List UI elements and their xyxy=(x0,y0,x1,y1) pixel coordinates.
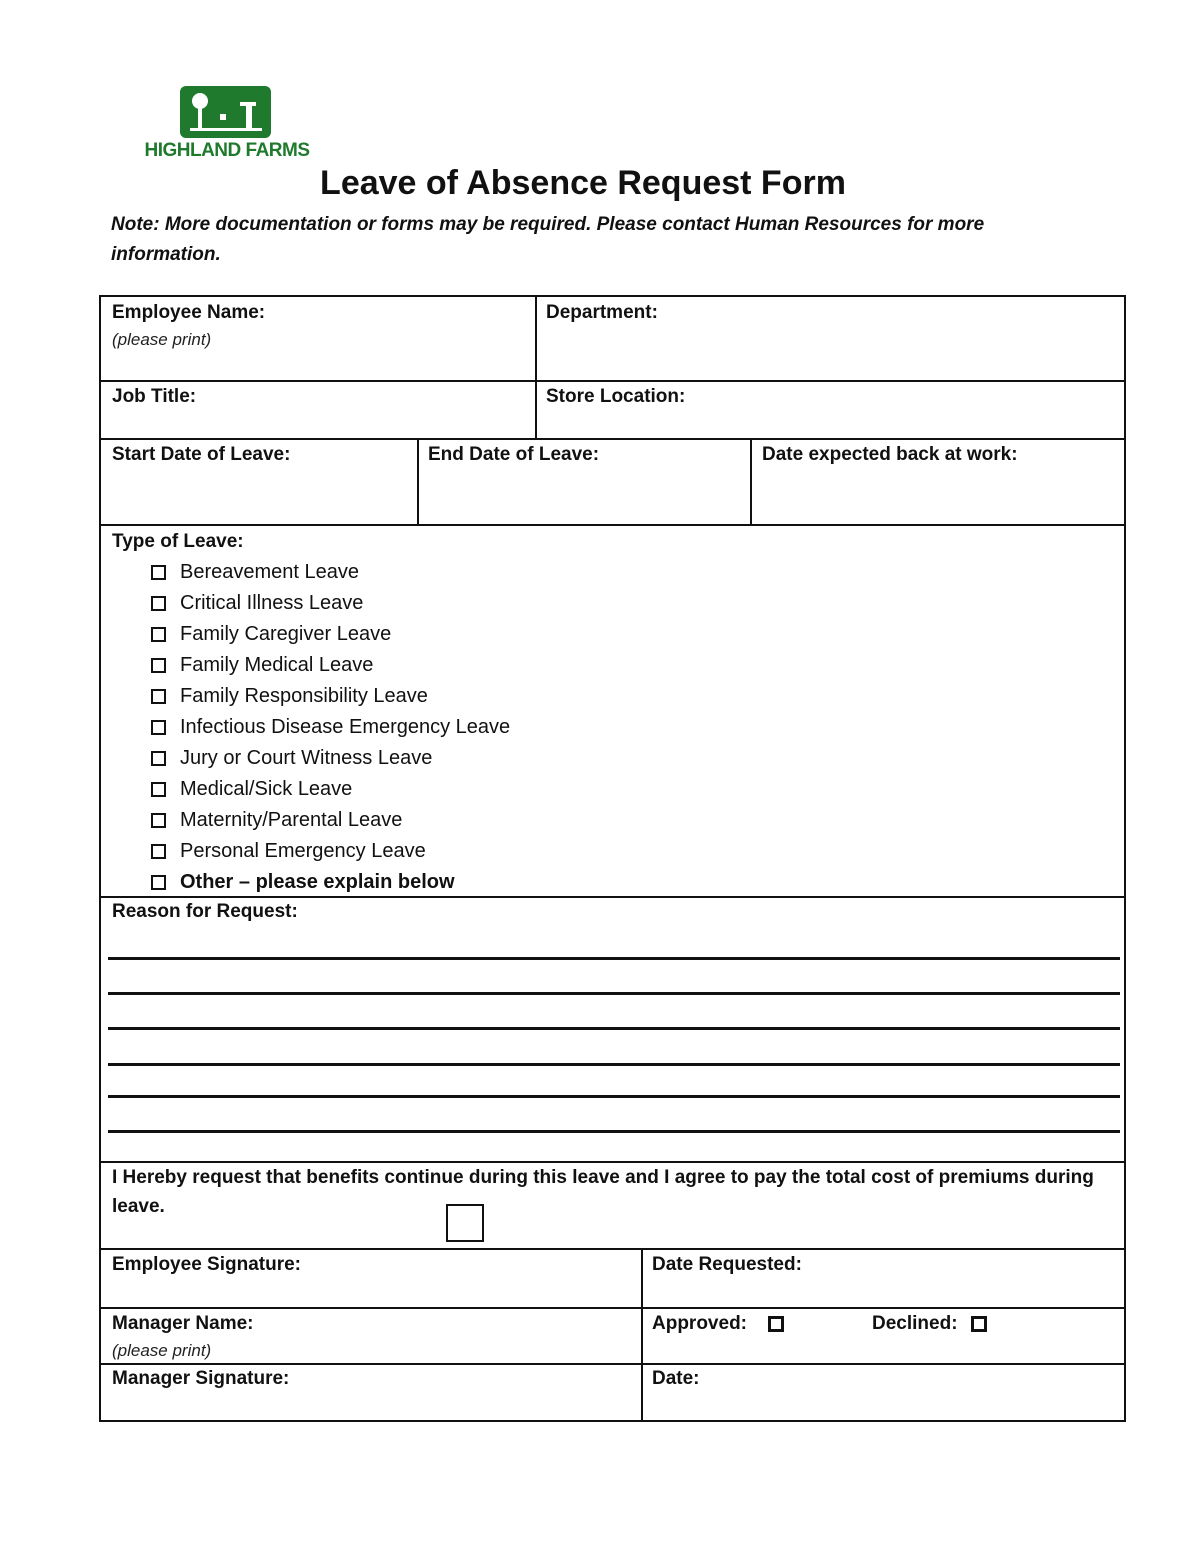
type-of-leave-label: Type of Leave: xyxy=(112,531,244,552)
form-title: Leave of Absence Request Form xyxy=(320,164,846,202)
manager-name-label: Manager Name: xyxy=(112,1313,254,1334)
column-divider xyxy=(535,297,537,440)
checkbox[interactable] xyxy=(151,658,166,673)
checkbox[interactable] xyxy=(151,813,166,828)
reason-label: Reason for Request: xyxy=(112,901,298,922)
leave-option-label: Family Caregiver Leave xyxy=(180,622,392,645)
leave-option-label: Other – please explain below xyxy=(180,870,455,893)
department-label: Department: xyxy=(546,302,658,323)
checkbox[interactable] xyxy=(151,720,166,735)
row-divider xyxy=(101,1363,1124,1365)
row-divider xyxy=(101,524,1124,526)
leave-option-family-responsibility[interactable] xyxy=(151,682,428,710)
leave-option-critical-illness[interactable] xyxy=(151,589,363,617)
checkbox[interactable] xyxy=(151,875,166,890)
leave-option-label: Bereavement Leave xyxy=(180,560,360,583)
approved-checkbox[interactable] xyxy=(768,1316,784,1332)
approved-label: Approved: xyxy=(652,1313,747,1334)
leave-option-label: Maternity/Parental Leave xyxy=(180,808,403,831)
checkbox[interactable] xyxy=(151,689,166,704)
store-location-label: Store Location: xyxy=(546,386,686,407)
leave-option-family-caregiver[interactable] xyxy=(151,620,391,648)
employee-signature-label: Employee Signature: xyxy=(112,1254,301,1275)
checkbox[interactable] xyxy=(151,596,166,611)
row-divider xyxy=(101,1248,1124,1250)
manager-signature-label: Manager Signature: xyxy=(112,1368,290,1389)
column-divider xyxy=(417,438,419,526)
end-date-label: End Date of Leave: xyxy=(428,444,600,465)
leave-option-label: Critical Illness Leave xyxy=(180,591,364,614)
leave-request-form xyxy=(99,295,1126,1422)
writing-line[interactable] xyxy=(108,992,1120,995)
job-title-label: Job Title: xyxy=(112,386,197,407)
row-divider xyxy=(101,380,1124,382)
leave-option-family-medical[interactable] xyxy=(151,651,373,679)
checkbox[interactable] xyxy=(151,627,166,642)
leave-option-other[interactable] xyxy=(151,868,455,896)
leave-option-label: Jury or Court Witness Leave xyxy=(180,746,433,769)
leave-option-bereavement[interactable] xyxy=(151,558,359,586)
form-note: Note: More documentation or forms may be required. Please contact Human Resources for more information. xyxy=(111,214,985,265)
declined-label: Declined: xyxy=(872,1313,958,1334)
employee-name-label: Employee Name: xyxy=(112,302,266,323)
row-divider xyxy=(101,896,1124,898)
writing-line[interactable] xyxy=(108,1130,1120,1133)
writing-line[interactable] xyxy=(108,1095,1120,1098)
manager-name-hint: (please print) xyxy=(112,1341,212,1360)
logo-text: HIGHLAND FARMS xyxy=(144,140,310,161)
declined-checkbox[interactable] xyxy=(971,1316,987,1332)
leave-option-label: Infectious Disease Emergency Leave xyxy=(180,715,511,738)
row-divider xyxy=(101,1307,1124,1309)
benefits-statement: I Hereby request that benefits continue during this leave and I agree to pay the total cost of premiums during leave. xyxy=(112,1167,1094,1217)
column-divider xyxy=(750,438,752,526)
date-requested-label: Date Requested: xyxy=(652,1254,802,1275)
leave-option-label: Family Medical Leave xyxy=(180,653,374,676)
leave-option-label: Family Responsibility Leave xyxy=(180,684,428,707)
leave-option-infectious-disease[interactable] xyxy=(151,713,510,741)
leave-option-personal-emergency[interactable] xyxy=(151,837,426,865)
farm-icon xyxy=(180,86,271,138)
leave-option-medical-sick[interactable] xyxy=(151,775,352,803)
leave-option-maternity-parental[interactable] xyxy=(151,806,402,834)
leave-option-label: Personal Emergency Leave xyxy=(180,839,426,862)
checkbox[interactable] xyxy=(151,565,166,580)
checkbox[interactable] xyxy=(151,844,166,859)
writing-line[interactable] xyxy=(108,1027,1120,1030)
row-divider xyxy=(101,438,1124,440)
column-divider xyxy=(641,1248,643,1420)
date-back-label: Date expected back at work: xyxy=(762,444,1018,465)
writing-line[interactable] xyxy=(108,957,1120,960)
leave-option-jury-court[interactable] xyxy=(151,744,432,772)
benefits-checkbox[interactable] xyxy=(446,1204,484,1242)
employee-name-hint: (please print) xyxy=(112,330,212,349)
leave-option-label: Medical/Sick Leave xyxy=(180,777,353,800)
logo-emblem xyxy=(180,86,271,138)
start-date-label: Start Date of Leave: xyxy=(112,444,291,465)
date-label: Date: xyxy=(652,1368,700,1389)
company-logo xyxy=(136,86,318,166)
checkbox[interactable] xyxy=(151,782,166,797)
checkbox[interactable] xyxy=(151,751,166,766)
writing-line[interactable] xyxy=(108,1063,1120,1066)
